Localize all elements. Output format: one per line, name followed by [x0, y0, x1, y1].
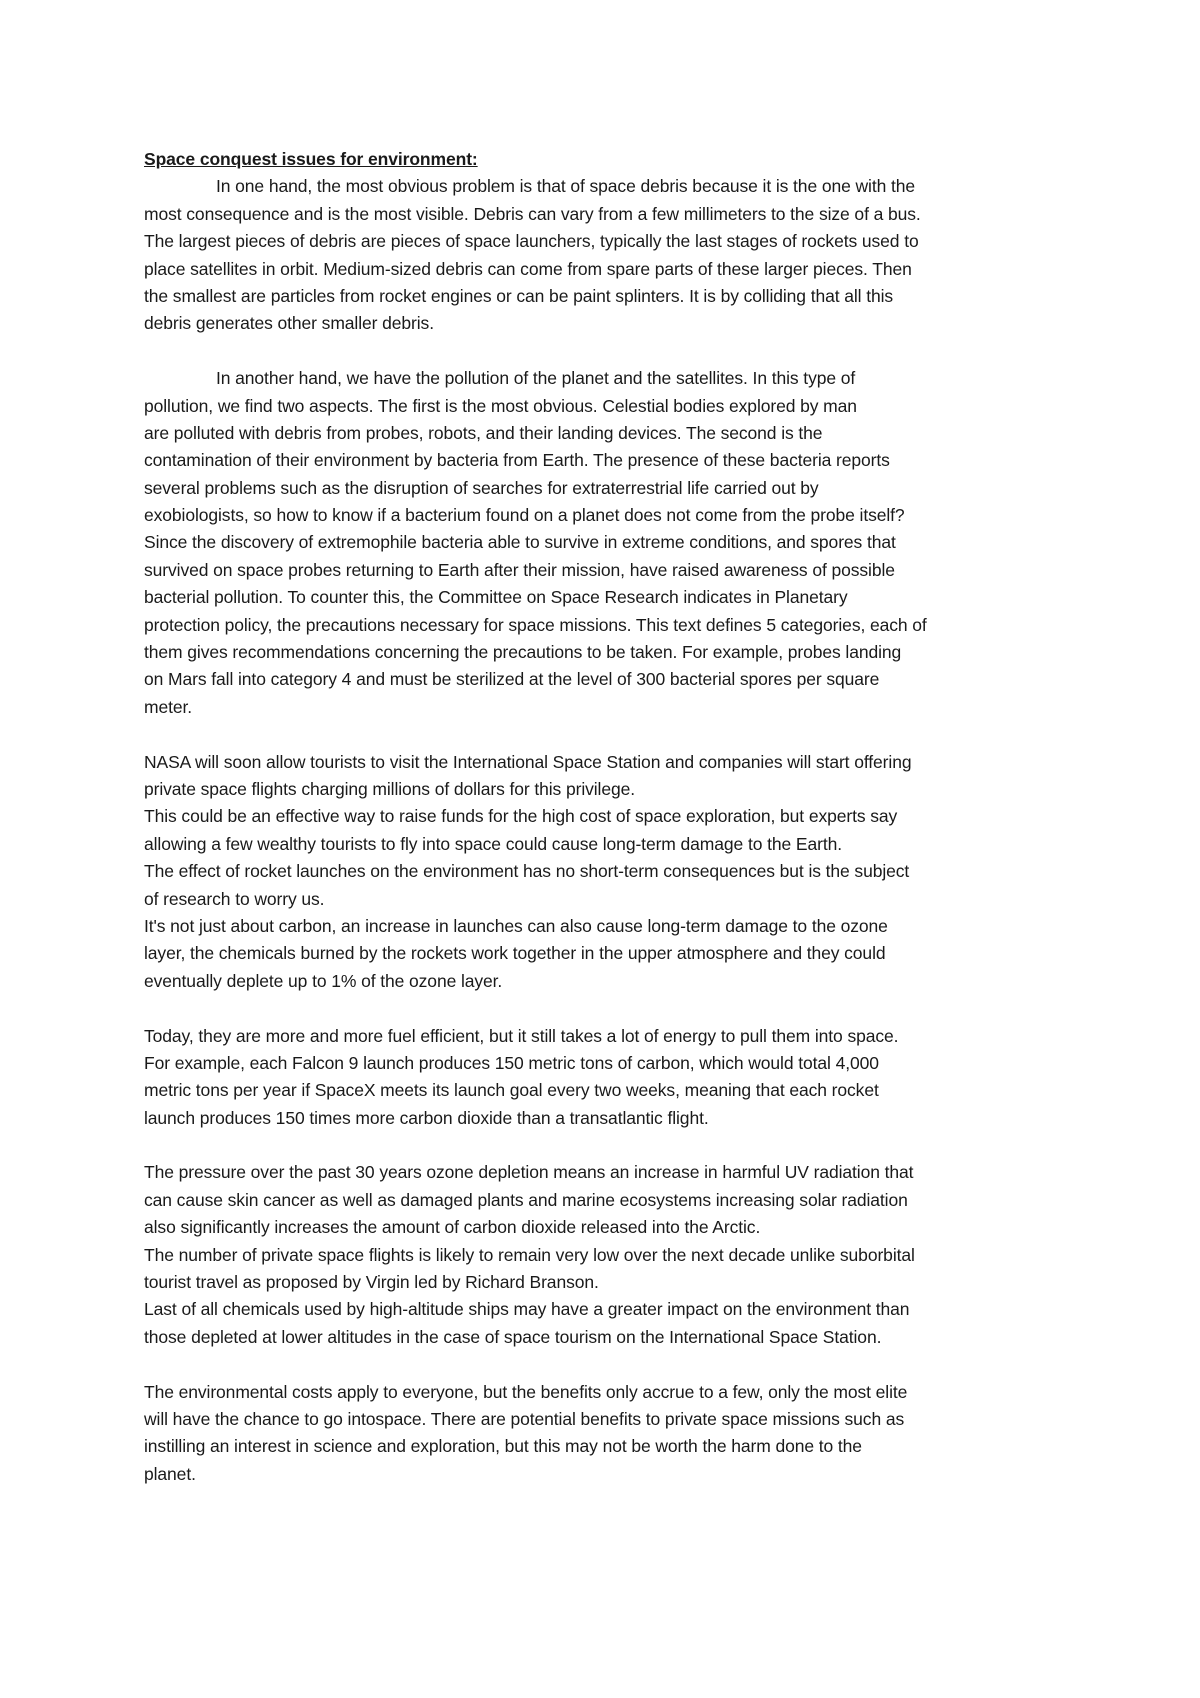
- text-line: exobiologists, so how to know if a bacterium found on a planet does not come from the probe itself?: [144, 505, 905, 526]
- text-line: tourist travel as proposed by Virgin led by Richard Branson.: [144, 1272, 599, 1293]
- paragraph-2: [144, 365, 1104, 721]
- paragraph-gap: [144, 1351, 1104, 1378]
- document-body: [144, 173, 1104, 1488]
- text-line: several problems such as the disruption of searches for extraterrestrial life carried out by: [144, 477, 819, 498]
- text-line: planet.: [144, 1463, 196, 1484]
- paragraph-4: [144, 1023, 1104, 1133]
- text-line: place satellites in orbit. Medium-sized debris can come from spare parts of these larger pieces. Then: [144, 258, 912, 279]
- text-line: In one hand, the most obvious problem is that of space debris because it is the one with the: [216, 176, 916, 197]
- text-line: NASA will soon allow tourists to visit the International Space Station and companies will start offering: [144, 751, 912, 772]
- text-line: For example, each Falcon 9 launch produces 150 metric tons of carbon, which would total 4,000: [144, 1052, 879, 1073]
- text-line: allowing a few wealthy tourists to fly into space could cause long-term damage to the Earth.: [144, 833, 842, 854]
- text-line: The pressure over the past 30 years ozone depletion means an increase in harmful UV radiation that: [144, 1162, 914, 1183]
- text-line: can cause skin cancer as well as damaged plants and marine ecosystems increasing solar radiation: [144, 1189, 908, 1210]
- paragraph-1: [144, 173, 1104, 337]
- paragraph-gap: [144, 995, 1104, 1022]
- text-line: Since the discovery of extremophile bacteria able to survive in extreme conditions, and spores that: [144, 532, 896, 553]
- paragraph-6: [144, 1379, 1104, 1489]
- paragraph-gap: [144, 338, 1104, 365]
- document-page: [144, 146, 1104, 1488]
- paragraph-3: [144, 749, 1104, 996]
- paragraph-gap: [144, 1132, 1104, 1159]
- text-line: This could be an effective way to raise funds for the high cost of space exploration, but experts say: [144, 806, 898, 827]
- text-line: The effect of rocket launches on the environment has no short-term consequences but is the subject: [144, 861, 910, 882]
- text-line: most consequence and is the most visible. Debris can vary from a few millimeters to the size of a bus.: [144, 203, 921, 224]
- text-line: debris generates other smaller debris.: [144, 313, 434, 334]
- text-line: The largest pieces of debris are pieces of space launchers, typically the last stages of rockets used to: [144, 231, 919, 252]
- text-line: also significantly increases the amount of carbon dioxide released into the Arctic.: [144, 1217, 761, 1238]
- text-line: of research to worry us.: [144, 888, 325, 909]
- text-line: Today, they are more and more fuel efficient, but it still takes a lot of energy to pull them into space.: [144, 1025, 899, 1046]
- text-line: instilling an interest in science and exploration, but this may not be worth the harm done to the: [144, 1436, 862, 1457]
- text-line: them gives recommendations concerning the precautions to be taken. For example, probes landing: [144, 642, 902, 663]
- text-line: It's not just about carbon, an increase in launches can also cause long-term damage to the ozone: [144, 915, 888, 936]
- paragraph-5: [144, 1159, 1104, 1351]
- text-line: launch produces 150 times more carbon dioxide than a transatlantic flight.: [144, 1107, 709, 1128]
- text-line: eventually deplete up to 1% of the ozone layer.: [144, 970, 503, 991]
- text-line: pollution, we find two aspects. The first is the most obvious. Celestial bodies explored by man: [144, 395, 857, 416]
- text-line: the smallest are particles from rocket engines or can be paint splinters. It is by colliding that all this: [144, 285, 894, 306]
- text-line: In another hand, we have the pollution of the planet and the satellites. In this type of: [216, 368, 856, 389]
- paragraph-gap: [144, 721, 1104, 748]
- text-line: protection policy, the precautions necessary for space missions. This text defines 5 categories, each of: [144, 614, 927, 635]
- text-line: those depleted at lower altitudes in the case of space tourism on the International Space Station.: [144, 1326, 882, 1347]
- text-line: metric tons per year if SpaceX meets its launch goal every two weeks, meaning that each rocket: [144, 1080, 879, 1101]
- document-title: Space conquest issues for environment:: [144, 149, 478, 169]
- text-line: bacterial pollution. To counter this, the Committee on Space Research indicates in Planetary: [144, 587, 848, 608]
- text-line: contamination of their environment by bacteria from Earth. The presence of these bacteria reports: [144, 450, 890, 471]
- text-line: The environmental costs apply to everyone, but the benefits only accrue to a few, only the most elite: [144, 1381, 908, 1402]
- text-line: layer, the chemicals burned by the rockets work together in the upper atmosphere and they could: [144, 943, 886, 964]
- text-line: private space flights charging millions of dollars for this privilege.: [144, 778, 636, 799]
- text-line: meter.: [144, 696, 193, 717]
- text-line: The number of private space flights is likely to remain very low over the next decade unlike suborbital: [144, 1244, 915, 1265]
- text-line: on Mars fall into category 4 and must be sterilized at the level of 300 bacterial spores per square: [144, 669, 880, 690]
- text-line: Last of all chemicals used by high-altitude ships may have a greater impact on the environment than: [144, 1299, 910, 1320]
- text-line: will have the chance to go intospace. There are potential benefits to private space missions such as: [144, 1408, 905, 1429]
- text-line: survived on space probes returning to Earth after their mission, have raised awareness of possible: [144, 559, 895, 580]
- text-line: are polluted with debris from probes, robots, and their landing devices. The second is the: [144, 422, 823, 443]
